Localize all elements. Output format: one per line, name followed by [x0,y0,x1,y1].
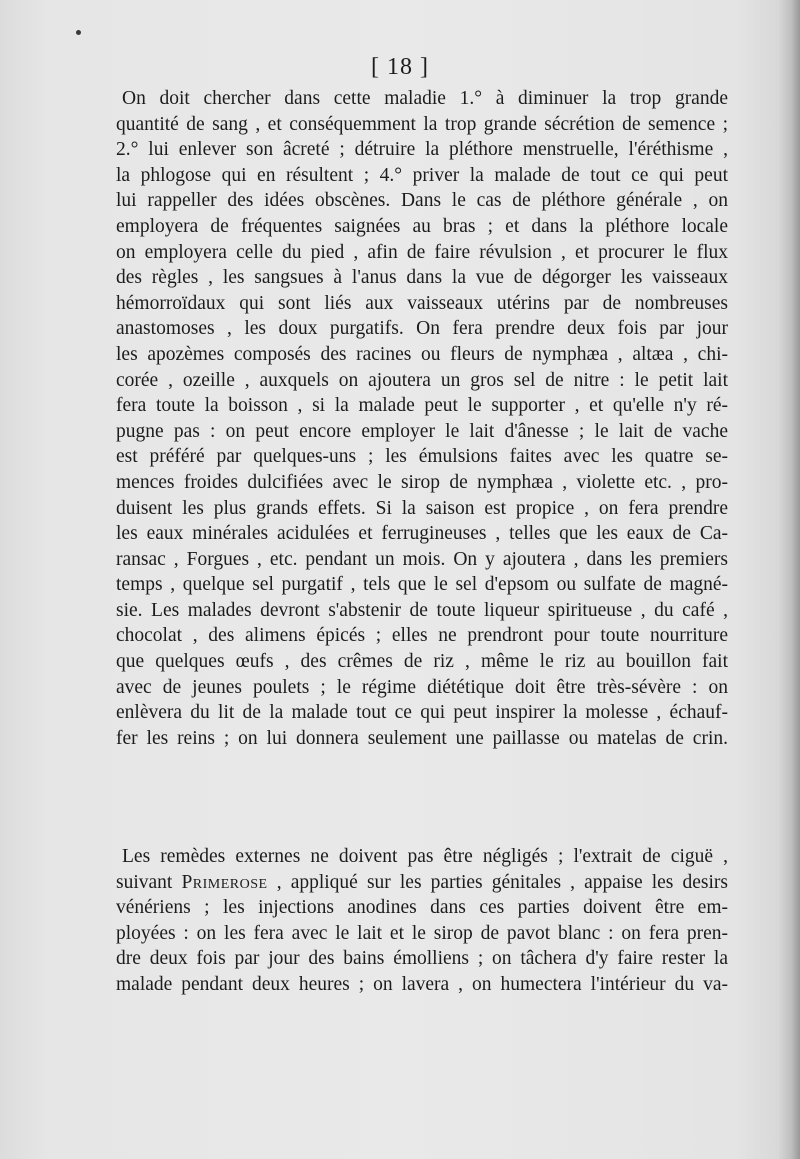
text-line: duisent les plus grands effets. Si la saison est propice , on fera prendre [116,497,728,519]
text-line: 2.° lui enlever son âcreté ; détruire la pléthore menstruelle, l'éréthisme , [116,139,728,161]
text-segment: suivant [116,871,182,893]
text-segment: , appliqué sur les parties génitales , appaise les desirs [267,871,728,893]
paragraph-1 [116,86,728,751]
text-line: dre deux fois par jour des bains émolliens ; on tâchera d'y faire rester la [116,948,728,970]
ink-speck [76,30,81,35]
text-line: hémorroïdaux qui sont liés aux vaisseaux utérins par de nombreuses [116,292,728,314]
text-line: On doit chercher dans cette maladie 1.° à diminuer la trop grande [122,88,728,109]
text-line: vénériens ; les injections anodines dans ces parties doivent être em- [116,897,728,919]
text-line: Les remèdes externes ne doivent pas être négligés ; l'extrait de ciguë , [122,846,728,867]
text-line: ployées : on les fera avec le lait et le sirop de pavot blanc : on fera pren- [116,922,728,944]
text-line: corée , ozeille , auxquels on ajoutera un gros sel de nitre : le petit lait [116,369,728,391]
text-line: des règles , les sangsues à l'anus dans la vue de dégorger les vaisseaux [116,267,728,289]
text-line: anastomoses , les doux purgatifs. On fera prendre deux fois par jour [116,318,728,340]
text-line: que quelques œufs , des crêmes de riz , même le riz au bouillon fait [116,651,728,673]
text-line: fer les reins ; on lui donnera seulement une paillasse ou matelas de crin. [116,727,728,749]
author-name: Primerose [181,871,268,893]
text-line: temps , quelque sel purgatif , tels que le sel d'epsom ou sulfate de magné- [116,574,728,596]
text-line: les apozèmes composés des racines ou fleurs de nymphæa , altæa , chi- [116,343,728,365]
text-line: malade pendant deux heures ; on lavera , on humectera l'intérieur du va- [116,973,728,995]
text-line: avec de jeunes poulets ; le régime diététique doit être très-sévère : on [116,676,728,698]
text-line: la phlogose qui en résultent ; 4.° priver la malade de tout ce qui peut [116,164,728,186]
text-line: employera de fréquentes saignées au bras ; et dans la pléthore locale [116,215,728,237]
text-line: mences froides dulcifiées avec le sirop de nymphæa , violette etc. , pro- [116,471,728,493]
text-line: quantité de sang , et conséquemment la trop grande sécrétion de semence ; [116,113,728,135]
text-line: fera toute la boisson , si la malade peut le supporter , et qu'elle n'y ré- [116,395,728,417]
text-line: on employera celle du pied , afin de faire révulsion , et procurer le flux [116,241,728,263]
text-line: est préféré par quelques-uns ; les émulsions faites avec les quatre se- [116,446,728,468]
page-number: [ 18 ] [371,54,429,80]
text-line: pugne pas : on peut encore employer le lait d'ânesse ; le lait de vache [116,420,728,442]
page-edge-shadow [778,0,800,1159]
text-line-with-author [116,870,728,896]
text-line: les eaux minérales acidulées et ferrugineuses , telles que les eaux de Ca- [116,523,728,545]
paragraph-2 [116,844,728,998]
text-line: ransac , Forgues , etc. pendant un mois. On y ajoutera , dans les premiers [116,548,728,570]
text-line: chocolat , des alimens épicés ; elles ne prendront pour toute nourriture [116,625,728,647]
text-line: lui rappeller des idées obscènes. Dans le cas de pléthore générale , on [116,190,728,212]
text-line: sie. Les malades devront s'abstenir de toute liqueur spiritueuse , du café , [116,599,728,621]
text-line: enlèvera du lit de la malade tout ce qui peut inspirer la molesse , échauf- [116,702,728,724]
